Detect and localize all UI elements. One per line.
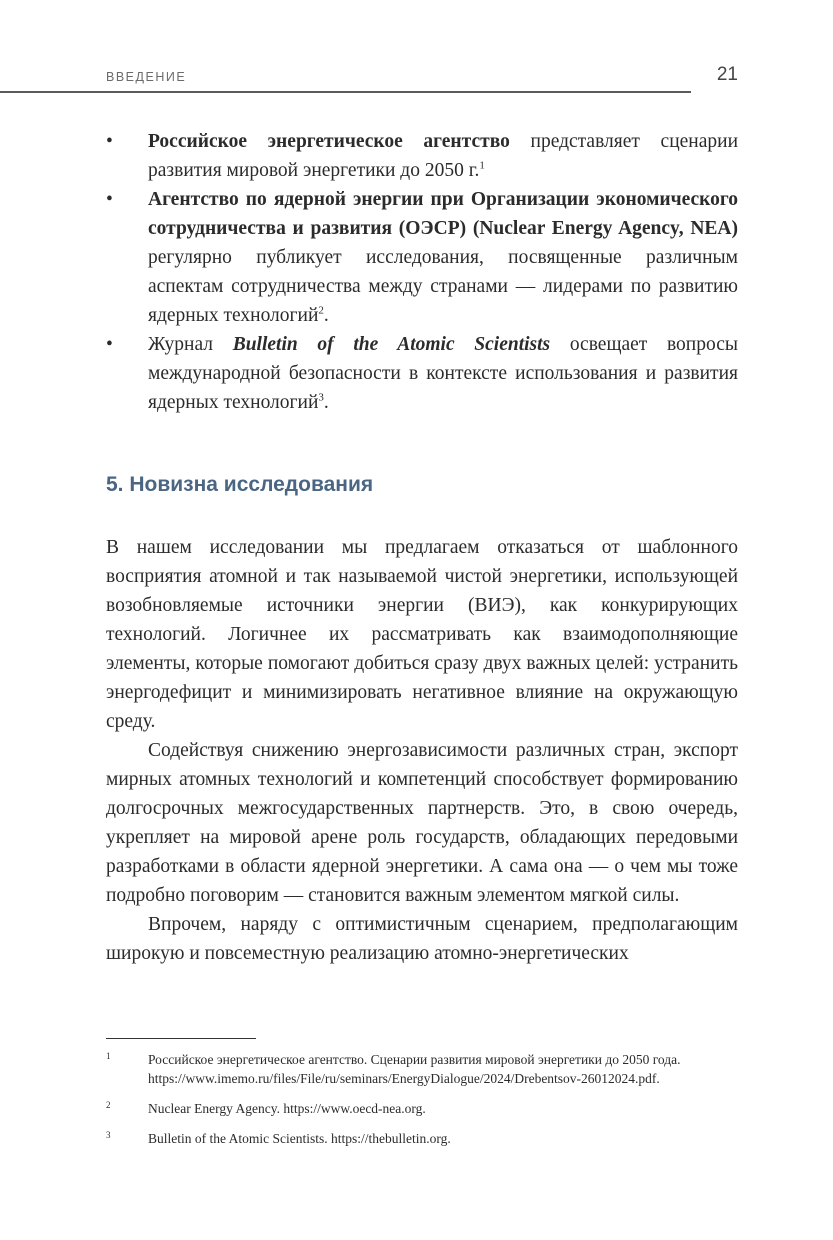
footnotes [106, 1050, 738, 1159]
bullet-punct: . [323, 305, 329, 326]
journal-title: Bulletin of the Atomic Scientists [232, 334, 551, 355]
bullet-icon: • [106, 131, 113, 152]
bullet-pre-text: Журнал [148, 334, 233, 355]
list-item [106, 185, 738, 330]
footnote-number: 2 [106, 1100, 111, 1110]
section-body [106, 533, 738, 968]
bullet-bold-text: Агентство по ядерной энергии при Организации экономического сотрудничества и развития (ОЭСР) (Nuclear Energy Agency, NEA) [148, 189, 738, 239]
bullet-text: регулярно публикует исследования, посвященные различным аспектам сотрудничества между странами — лидерами по развитию ядерных технологий [148, 247, 738, 326]
footnote-text: Nuclear Energy Agency. https://www.oecd-nea.org. [148, 1101, 426, 1116]
section-title: 5. Новизна исследования [106, 473, 374, 496]
footnote-ref[interactable]: 3 [318, 391, 324, 404]
footnote-rule [106, 1038, 256, 1039]
paragraph: В нашем исследовании мы предлагаем отказаться от шаблонного восприятия атомной и так называемой чистой энергетики, использующей возобновляемые источники энергии (ВИЭ), как конкурирующих технологий. Логичнее их рассматривать как взаимодополняющие элементы, которые помогают добиться сразу двух важных целей: устранить энергодефицит и минимизировать негативное влияние на окружающую среду. [106, 537, 738, 732]
bullet-icon: • [106, 334, 113, 355]
paragraph: Впрочем, наряду с оптимистичным сценарием, предполагающим широкую и повсеместную реализацию атомно-энергетических [106, 914, 738, 964]
list-item [106, 330, 738, 417]
footnote-text: Bulletin of the Atomic Scientists. https://thebulletin.org. [148, 1131, 451, 1146]
list-item [106, 127, 738, 185]
running-head: ВВЕДЕНИЕ [106, 70, 187, 84]
paragraph: Содействуя снижению энергозависимости различных стран, экспорт мирных атомных технологий и компетенций способствует формированию долгосрочных межгосударственных партнерств. Это, в свою очередь, укрепляет на мировой арене роль государств, обладающих передовыми разработками в области ядерной энергетики. А сама она — о чем мы тоже подробно поговорим — становится важным элементом мягкой силы. [106, 740, 738, 906]
footnote-number: 1 [106, 1051, 111, 1061]
footnote-number: 3 [106, 1130, 111, 1140]
footnote-ref[interactable]: 2 [318, 304, 324, 317]
page-number: 21 [716, 64, 738, 85]
footnote [106, 1050, 738, 1088]
bullet-text: освещает вопросы международной безопасности в контексте использования и развития ядерных технологий [148, 334, 738, 413]
footnote-text: Российское энергетическое агентство. Сценарии развития мировой энергетики до 2050 года. https://www.imemo.ru/files/File/ru/seminars/EnergyDialogue/2024/Drebentsov-26012024.pdf. [148, 1052, 681, 1086]
footnote [106, 1099, 738, 1118]
bullet-punct: . [323, 392, 329, 413]
bullet-icon: • [106, 189, 113, 210]
bullet-list [106, 127, 738, 417]
header-rule [0, 91, 691, 93]
footnote [106, 1129, 738, 1148]
footnote-ref[interactable]: 1 [479, 159, 485, 172]
bullet-bold-text: Российское энергетическое агентство [148, 131, 510, 152]
bullet-text: представляет сценарии развития мировой энергетики до 2050 г. [148, 131, 739, 181]
